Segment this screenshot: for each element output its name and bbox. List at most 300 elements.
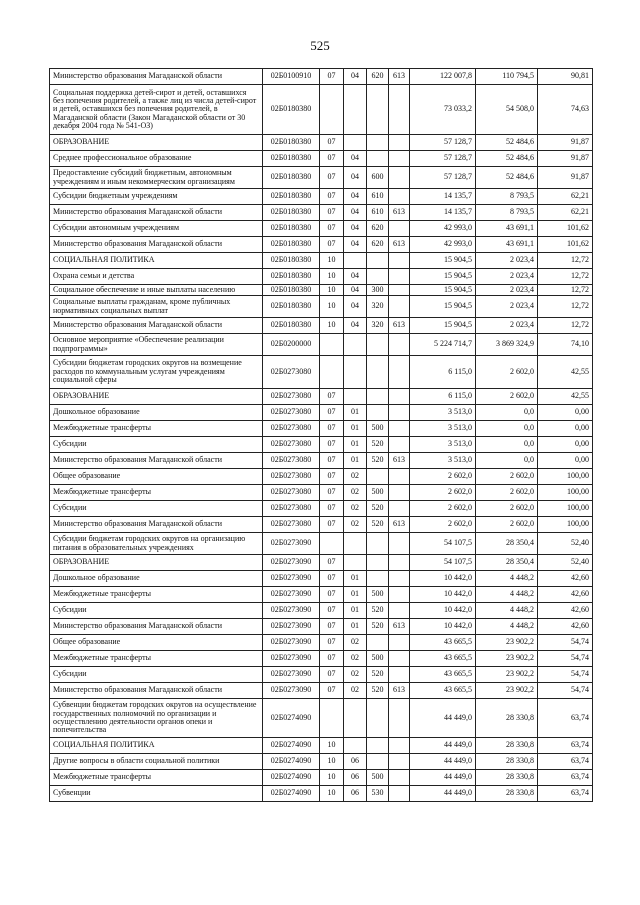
row-executed-value: 52 484,6: [476, 135, 538, 151]
table-row: [50, 269, 593, 285]
row-expense-type: 610: [367, 189, 389, 205]
row-expense-type: 520: [367, 619, 389, 635]
row-executed-value: 52 484,6: [476, 167, 538, 189]
row-subsection: 01: [344, 603, 367, 619]
row-code: 02Б0180380: [263, 167, 320, 189]
row-name: Субвенции бюджетам городских округов на осуществление государственных полномочий по организации и осуществлению деятельности органов опеки и попечительства: [50, 699, 263, 738]
row-subsection: 02: [344, 517, 367, 533]
row-planned-value: 3 513,0: [410, 421, 476, 437]
row-ministry-code: [389, 269, 410, 285]
table-row: [50, 421, 593, 437]
row-execution-percent: 100,00: [538, 517, 593, 533]
row-planned-value: 73 033,2: [410, 85, 476, 135]
table-row: [50, 469, 593, 485]
row-name: Министерство образования Магаданской области: [50, 69, 263, 85]
page-number: 525: [310, 38, 330, 53]
row-ministry-code: 613: [389, 237, 410, 253]
row-execution-percent: 0,00: [538, 421, 593, 437]
row-name: СОЦИАЛЬНАЯ ПОЛИТИКА: [50, 738, 263, 754]
row-ministry-code: [389, 189, 410, 205]
row-subsection: 02: [344, 501, 367, 517]
row-section: 07: [320, 635, 344, 651]
row-subsection: [344, 85, 367, 135]
row-section: 07: [320, 205, 344, 221]
row-executed-value: 0,0: [476, 437, 538, 453]
row-subsection: 06: [344, 786, 367, 802]
row-section: [320, 533, 344, 555]
row-expense-type: [367, 699, 389, 738]
row-execution-percent: 101,62: [538, 221, 593, 237]
row-code: 02Б0274090: [263, 786, 320, 802]
row-expense-type: 500: [367, 651, 389, 667]
row-execution-percent: 0,00: [538, 437, 593, 453]
row-name: ОБРАЗОВАНИЕ: [50, 389, 263, 405]
row-section: 10: [320, 786, 344, 802]
row-code: 02Б0273090: [263, 683, 320, 699]
row-execution-percent: 12,72: [538, 296, 593, 318]
row-executed-value: 28 330,8: [476, 754, 538, 770]
row-executed-value: 2 602,0: [476, 501, 538, 517]
row-planned-value: 15 904,5: [410, 285, 476, 296]
row-execution-percent: 101,62: [538, 237, 593, 253]
row-section: 10: [320, 738, 344, 754]
row-execution-percent: 100,00: [538, 485, 593, 501]
row-planned-value: 15 904,5: [410, 253, 476, 269]
row-ministry-code: [389, 356, 410, 389]
row-executed-value: 4 448,2: [476, 571, 538, 587]
row-code: 02Б0273090: [263, 667, 320, 683]
row-execution-percent: 63,74: [538, 738, 593, 754]
row-ministry-code: 613: [389, 318, 410, 334]
row-subsection: 04: [344, 167, 367, 189]
row-expense-type: [367, 738, 389, 754]
row-execution-percent: 91,87: [538, 151, 593, 167]
table-row: [50, 285, 593, 296]
row-executed-value: 0,0: [476, 421, 538, 437]
row-execution-percent: 54,74: [538, 635, 593, 651]
row-expense-type: 620: [367, 237, 389, 253]
row-subsection: 04: [344, 237, 367, 253]
row-name: ОБРАЗОВАНИЕ: [50, 135, 263, 151]
row-expense-type: 520: [367, 603, 389, 619]
row-planned-value: 44 449,0: [410, 754, 476, 770]
row-execution-percent: 74,63: [538, 85, 593, 135]
row-subsection: 01: [344, 619, 367, 635]
row-planned-value: 43 665,5: [410, 635, 476, 651]
row-name: Министерство образования Магаданской области: [50, 517, 263, 533]
table-row: [50, 533, 593, 555]
row-name: Министерство образования Магаданской области: [50, 237, 263, 253]
row-code: 02Б0273080: [263, 501, 320, 517]
row-section: 07: [320, 667, 344, 683]
row-expense-type: [367, 571, 389, 587]
table-body: [50, 69, 593, 802]
row-name: Предоставление субсидий бюджетным, автономным учреждениям и иным некоммерческим организациям: [50, 167, 263, 189]
row-execution-percent: 63,74: [538, 699, 593, 738]
row-subsection: 02: [344, 651, 367, 667]
row-code: 02Б0200000: [263, 334, 320, 356]
row-executed-value: 8 793,5: [476, 189, 538, 205]
table-row: [50, 699, 593, 738]
row-name: Дошкольное образование: [50, 571, 263, 587]
row-name: Межбюджетные трансферты: [50, 770, 263, 786]
row-name: Субсидии: [50, 603, 263, 619]
row-code: 02Б0100910: [263, 69, 320, 85]
row-planned-value: 10 442,0: [410, 587, 476, 603]
row-ministry-code: [389, 699, 410, 738]
row-section: 10: [320, 754, 344, 770]
row-code: 02Б0273090: [263, 619, 320, 635]
row-section: [320, 85, 344, 135]
row-code: 02Б0273090: [263, 571, 320, 587]
row-ministry-code: [389, 501, 410, 517]
row-code: 02Б0180380: [263, 151, 320, 167]
row-expense-type: 520: [367, 683, 389, 699]
row-executed-value: 4 448,2: [476, 603, 538, 619]
row-name: Министерство образования Магаданской области: [50, 453, 263, 469]
row-planned-value: 42 993,0: [410, 221, 476, 237]
row-subsection: 01: [344, 587, 367, 603]
row-code: 02Б0273080: [263, 356, 320, 389]
row-execution-percent: 52,40: [538, 533, 593, 555]
row-ministry-code: [389, 603, 410, 619]
table-row: [50, 517, 593, 533]
row-subsection: 04: [344, 285, 367, 296]
row-section: 07: [320, 405, 344, 421]
row-code: 02Б0274090: [263, 738, 320, 754]
table-row: [50, 135, 593, 151]
row-execution-percent: 63,74: [538, 754, 593, 770]
table-row: [50, 754, 593, 770]
row-name: Субвенции: [50, 786, 263, 802]
row-code: 02Б0180380: [263, 135, 320, 151]
row-execution-percent: 42,55: [538, 356, 593, 389]
row-section: 07: [320, 651, 344, 667]
row-execution-percent: 12,72: [538, 318, 593, 334]
row-subsection: [344, 389, 367, 405]
row-section: 07: [320, 421, 344, 437]
row-ministry-code: 613: [389, 453, 410, 469]
row-section: 07: [320, 237, 344, 253]
row-executed-value: 2 602,0: [476, 389, 538, 405]
row-code: 02Б0274090: [263, 699, 320, 738]
row-planned-value: 57 128,7: [410, 151, 476, 167]
row-name: Социальная поддержка детей-сирот и детей, оставшихся без попечения родителей, а также лиц из числа детей-сирот и детей, оставшихся без попечения родителей, в Магаданской области (Закон Магаданской области от 30 декабря 2004 года № 541-ОЗ): [50, 85, 263, 135]
row-subsection: 01: [344, 421, 367, 437]
row-subsection: 04: [344, 205, 367, 221]
row-expense-type: 320: [367, 318, 389, 334]
row-ministry-code: [389, 135, 410, 151]
row-name: Межбюджетные трансферты: [50, 587, 263, 603]
row-expense-type: 600: [367, 167, 389, 189]
row-ministry-code: 613: [389, 517, 410, 533]
row-name: Министерство образования Магаданской области: [50, 619, 263, 635]
row-code: 02Б0273090: [263, 533, 320, 555]
table-row: [50, 453, 593, 469]
row-ministry-code: [389, 485, 410, 501]
row-name: СОЦИАЛЬНАЯ ПОЛИТИКА: [50, 253, 263, 269]
row-name: Министерство образования Магаданской области: [50, 683, 263, 699]
row-expense-type: 320: [367, 296, 389, 318]
row-expense-type: [367, 754, 389, 770]
row-ministry-code: [389, 285, 410, 296]
row-planned-value: 3 513,0: [410, 453, 476, 469]
row-section: [320, 356, 344, 389]
row-executed-value: 23 902,2: [476, 651, 538, 667]
row-section: 07: [320, 437, 344, 453]
row-execution-percent: 0,00: [538, 405, 593, 421]
row-planned-value: 43 665,5: [410, 651, 476, 667]
row-planned-value: 43 665,5: [410, 667, 476, 683]
table-row: [50, 318, 593, 334]
row-code: 02Б0273090: [263, 603, 320, 619]
row-ministry-code: [389, 437, 410, 453]
row-planned-value: 2 602,0: [410, 469, 476, 485]
row-name: Другие вопросы в области социальной политики: [50, 754, 263, 770]
row-name: Основное мероприятие «Обеспечение реализации подпрограммы»: [50, 334, 263, 356]
row-expense-type: 500: [367, 770, 389, 786]
row-code: 02Б0180380: [263, 221, 320, 237]
row-code: 02Б0273090: [263, 555, 320, 571]
row-subsection: 04: [344, 269, 367, 285]
row-code: 02Б0274090: [263, 754, 320, 770]
row-expense-type: 620: [367, 221, 389, 237]
row-code: 02Б0273080: [263, 389, 320, 405]
row-executed-value: 4 448,2: [476, 619, 538, 635]
row-section: 07: [320, 619, 344, 635]
row-code: 02Б0273080: [263, 469, 320, 485]
table-row: [50, 221, 593, 237]
row-expense-type: [367, 389, 389, 405]
row-executed-value: 23 902,2: [476, 635, 538, 651]
row-planned-value: 15 904,5: [410, 269, 476, 285]
row-executed-value: 28 330,8: [476, 786, 538, 802]
row-subsection: [344, 699, 367, 738]
row-section: 10: [320, 296, 344, 318]
row-section: 07: [320, 485, 344, 501]
row-name: Субсидии бюджетам городских округов на организацию питания в образовательных учреждениях: [50, 533, 263, 555]
table-row: [50, 356, 593, 389]
row-execution-percent: 0,00: [538, 453, 593, 469]
row-name: Субсидии: [50, 437, 263, 453]
row-planned-value: 6 115,0: [410, 389, 476, 405]
row-planned-value: 44 449,0: [410, 738, 476, 754]
row-subsection: 06: [344, 770, 367, 786]
row-planned-value: 6 115,0: [410, 356, 476, 389]
row-code: 02Б0273090: [263, 651, 320, 667]
row-section: 10: [320, 770, 344, 786]
row-expense-type: [367, 269, 389, 285]
table-row: [50, 151, 593, 167]
row-ministry-code: [389, 421, 410, 437]
row-subsection: 06: [344, 754, 367, 770]
row-code: 02Б0180380: [263, 189, 320, 205]
row-ministry-code: 613: [389, 619, 410, 635]
table-row: [50, 85, 593, 135]
row-expense-type: 500: [367, 485, 389, 501]
row-execution-percent: 100,00: [538, 469, 593, 485]
row-section: 10: [320, 269, 344, 285]
table-row: [50, 501, 593, 517]
row-expense-type: 520: [367, 437, 389, 453]
row-executed-value: 110 794,5: [476, 69, 538, 85]
row-planned-value: 14 135,7: [410, 189, 476, 205]
row-subsection: 02: [344, 683, 367, 699]
row-execution-percent: 54,74: [538, 667, 593, 683]
row-executed-value: 3 869 324,9: [476, 334, 538, 356]
row-execution-percent: 62,21: [538, 205, 593, 221]
row-executed-value: 2 023,4: [476, 285, 538, 296]
row-ministry-code: [389, 555, 410, 571]
row-subsection: [344, 555, 367, 571]
row-execution-percent: 91,87: [538, 135, 593, 151]
row-code: 02Б0180380: [263, 85, 320, 135]
row-planned-value: 122 007,8: [410, 69, 476, 85]
row-ministry-code: [389, 651, 410, 667]
row-ministry-code: [389, 167, 410, 189]
row-subsection: 01: [344, 437, 367, 453]
row-subsection: 02: [344, 469, 367, 485]
row-planned-value: 15 904,5: [410, 318, 476, 334]
row-name: Среднее профессиональное образование: [50, 151, 263, 167]
row-expense-type: [367, 85, 389, 135]
row-name: Общее образование: [50, 635, 263, 651]
row-name: Межбюджетные трансферты: [50, 485, 263, 501]
row-ministry-code: [389, 334, 410, 356]
row-planned-value: 3 513,0: [410, 437, 476, 453]
row-execution-percent: 42,60: [538, 587, 593, 603]
row-execution-percent: 74,10: [538, 334, 593, 356]
row-ministry-code: [389, 770, 410, 786]
row-code: 02Б0273080: [263, 517, 320, 533]
table-row: [50, 786, 593, 802]
row-planned-value: 10 442,0: [410, 571, 476, 587]
table-row: [50, 69, 593, 85]
row-section: 07: [320, 189, 344, 205]
row-code: 02Б0273080: [263, 421, 320, 437]
row-ministry-code: [389, 635, 410, 651]
row-execution-percent: 42,60: [538, 619, 593, 635]
row-expense-type: [367, 635, 389, 651]
row-subsection: [344, 253, 367, 269]
table-row: [50, 683, 593, 699]
row-subsection: 02: [344, 485, 367, 501]
row-execution-percent: 52,40: [538, 555, 593, 571]
row-execution-percent: 90,81: [538, 69, 593, 85]
row-executed-value: 28 330,8: [476, 699, 538, 738]
row-section: 10: [320, 285, 344, 296]
row-planned-value: 2 602,0: [410, 517, 476, 533]
row-code: 02Б0180380: [263, 269, 320, 285]
table-row: [50, 405, 593, 421]
row-code: 02Б0180380: [263, 285, 320, 296]
row-planned-value: 43 665,5: [410, 683, 476, 699]
row-planned-value: 57 128,7: [410, 135, 476, 151]
row-execution-percent: 42,55: [538, 389, 593, 405]
table-row: [50, 253, 593, 269]
row-subsection: [344, 533, 367, 555]
row-name: Субсидии бюджетным учреждениям: [50, 189, 263, 205]
row-subsection: [344, 738, 367, 754]
budget-table: [49, 68, 593, 802]
row-section: 07: [320, 683, 344, 699]
row-planned-value: 14 135,7: [410, 205, 476, 221]
row-name: ОБРАЗОВАНИЕ: [50, 555, 263, 571]
row-name: Социальные выплаты гражданам, кроме публичных нормативных социальных выплат: [50, 296, 263, 318]
row-executed-value: 8 793,5: [476, 205, 538, 221]
row-planned-value: 2 602,0: [410, 485, 476, 501]
row-planned-value: 54 107,5: [410, 555, 476, 571]
row-ministry-code: [389, 667, 410, 683]
row-subsection: 01: [344, 405, 367, 421]
row-executed-value: 2 023,4: [476, 296, 538, 318]
row-planned-value: 57 128,7: [410, 167, 476, 189]
row-section: 07: [320, 571, 344, 587]
table-row: [50, 635, 593, 651]
table-row: [50, 189, 593, 205]
row-subsection: 01: [344, 453, 367, 469]
row-planned-value: 54 107,5: [410, 533, 476, 555]
row-subsection: 04: [344, 296, 367, 318]
row-executed-value: 28 350,4: [476, 555, 538, 571]
row-ministry-code: [389, 389, 410, 405]
row-executed-value: 2 602,0: [476, 517, 538, 533]
row-name: Межбюджетные трансферты: [50, 421, 263, 437]
row-ministry-code: [389, 786, 410, 802]
row-ministry-code: [389, 85, 410, 135]
row-section: 07: [320, 469, 344, 485]
row-section: 07: [320, 389, 344, 405]
row-expense-type: 610: [367, 205, 389, 221]
row-planned-value: 44 449,0: [410, 699, 476, 738]
row-subsection: 04: [344, 151, 367, 167]
row-expense-type: [367, 135, 389, 151]
row-name: Дошкольное образование: [50, 405, 263, 421]
row-ministry-code: [389, 738, 410, 754]
row-executed-value: 4 448,2: [476, 587, 538, 603]
row-executed-value: 28 330,8: [476, 770, 538, 786]
row-executed-value: 2 602,0: [476, 485, 538, 501]
row-ministry-code: 613: [389, 69, 410, 85]
row-subsection: [344, 356, 367, 389]
row-section: [320, 334, 344, 356]
row-section: 07: [320, 135, 344, 151]
row-planned-value: 42 993,0: [410, 237, 476, 253]
row-code: 02Б0180380: [263, 318, 320, 334]
row-section: 07: [320, 555, 344, 571]
row-expense-type: 520: [367, 517, 389, 533]
table-row: [50, 587, 593, 603]
row-name: Субсидии: [50, 501, 263, 517]
row-section: 07: [320, 501, 344, 517]
row-section: 07: [320, 69, 344, 85]
table-row: [50, 334, 593, 356]
row-execution-percent: 91,87: [538, 167, 593, 189]
row-section: 07: [320, 167, 344, 189]
table-row: [50, 603, 593, 619]
table-row: [50, 619, 593, 635]
row-expense-type: 620: [367, 69, 389, 85]
table-row: [50, 437, 593, 453]
row-section: 07: [320, 603, 344, 619]
row-execution-percent: 12,72: [538, 269, 593, 285]
row-expense-type: [367, 405, 389, 421]
row-name: Министерство образования Магаданской области: [50, 205, 263, 221]
row-subsection: 04: [344, 318, 367, 334]
table-row: [50, 205, 593, 221]
row-expense-type: [367, 555, 389, 571]
table-row: [50, 738, 593, 754]
